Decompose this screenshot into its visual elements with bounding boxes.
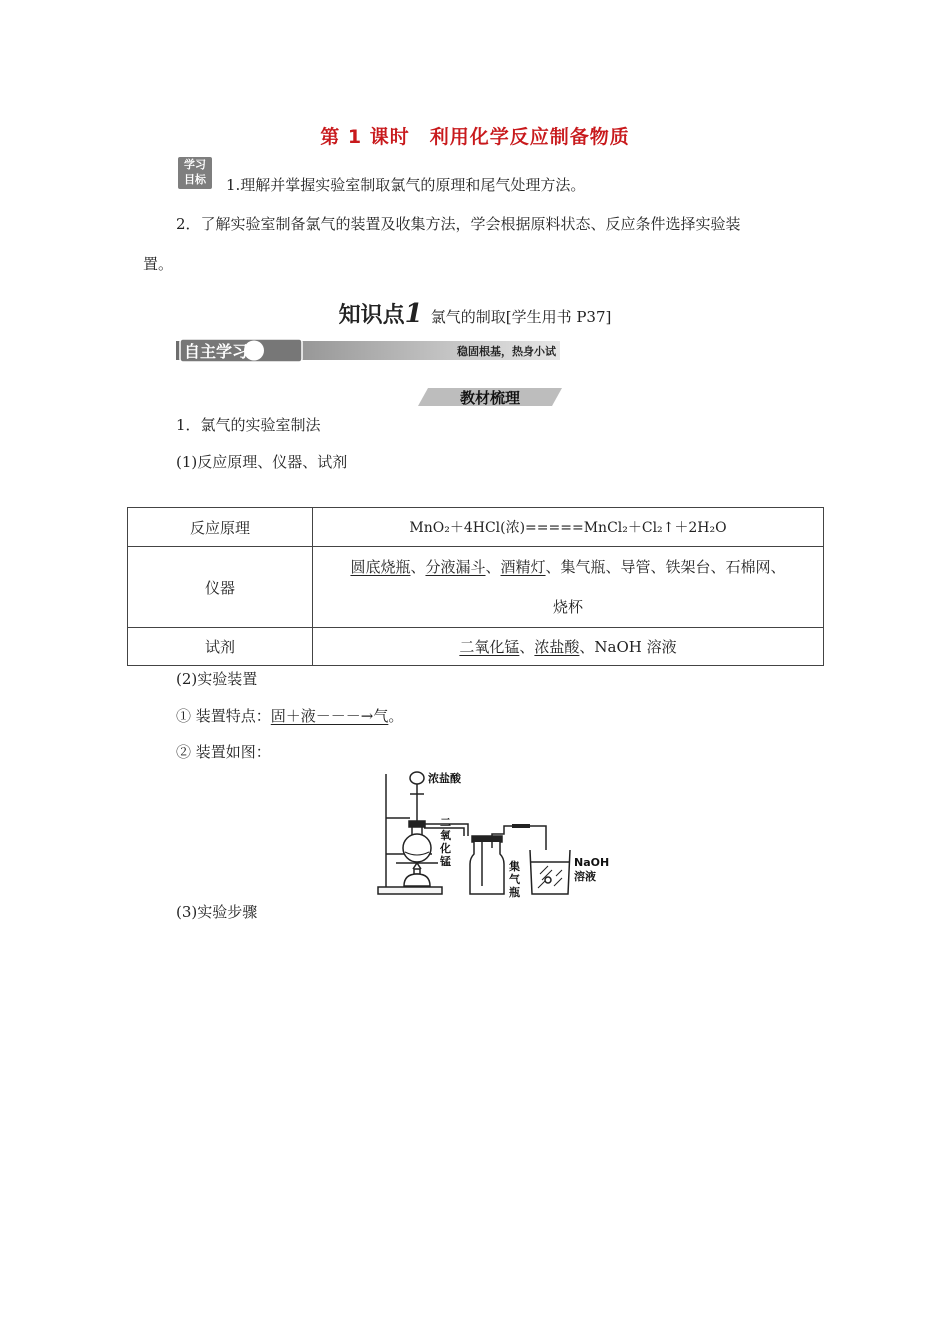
label-mno2-2: 氧	[440, 829, 451, 842]
apparatus-feature	[176, 706, 403, 726]
label-mno2-1: 二	[440, 816, 451, 829]
objective-2-line1: 2．了解实验室制备氯气的装置及收集方法，学会根据原料状态、反应条件选择实验装	[176, 215, 741, 233]
objective-1: 1.理解并掌握实验室制取氯气的原理和尾气处理方法。	[226, 176, 586, 194]
chlorine-table	[127, 507, 824, 666]
apparatus-rest: 、集气瓶、导管、铁架台、石棉网、	[545, 558, 786, 576]
feature-suffix: 。	[388, 707, 404, 725]
page-title: 第 1 课时 利用化学反应制备物质	[320, 126, 630, 148]
label-mno2-3: 化	[440, 842, 451, 855]
knowledge-point-number: 1	[404, 299, 423, 329]
apparatus-flask: 圆底烧瓶	[350, 558, 411, 576]
table-label-apparatus: 仪器	[128, 547, 313, 628]
self-study-banner	[176, 338, 560, 364]
badge-bottom-text: 目标	[184, 173, 206, 186]
apparatus-lamp: 酒精灯	[500, 558, 546, 576]
reagent-hcl: 浓盐酸	[534, 638, 580, 656]
table-row	[128, 508, 824, 547]
label-bottle-3: 瓶	[509, 886, 520, 899]
table-row	[128, 547, 824, 628]
objectives-badge	[178, 157, 212, 189]
banner-right-text: 稳固根基，热身小试	[457, 345, 556, 358]
apparatus-line2: 烧杯	[552, 598, 583, 616]
reagent-rest: 、NaOH 溶液	[579, 638, 677, 656]
heading-steps: (3)实验步骤	[176, 903, 258, 921]
table-value-apparatus	[313, 547, 824, 628]
label-naoh: NaOH	[574, 856, 610, 869]
knowledge-point-label: 知识点	[338, 303, 405, 328]
feature-prefix: ① 装置特点：	[176, 707, 271, 725]
label-conc-hcl: 浓盐酸	[428, 772, 461, 785]
label-mno2-4: 锰	[440, 855, 451, 868]
heading-chlorine-lab-method: 1．氯气的实验室制法	[176, 416, 321, 434]
section-title-text: 教材梳理	[459, 389, 521, 407]
table-value-equation: MnO₂＋4HCl(浓)=====MnCl₂＋Cl₂↑＋2H₂O	[313, 508, 824, 547]
banner-left-text: 自主学习	[184, 342, 249, 361]
section-title-ribbon	[418, 385, 562, 409]
label-solution: 溶液	[574, 870, 596, 883]
figure-caption: ② 装置如图：	[176, 743, 271, 761]
reagent-mno2: 二氧化锰	[459, 638, 520, 656]
heading-principle-apparatus-reagents: (1)反应原理、仪器、试剂	[176, 453, 348, 471]
knowledge-point-subtitle: 氯气的制取[学生用书 P37]	[430, 308, 612, 326]
sep: 、	[410, 558, 426, 576]
apparatus-funnel: 分液漏斗	[425, 558, 486, 576]
sep: 、	[485, 558, 501, 576]
sep: 、	[519, 638, 535, 656]
label-bottle-1: 集	[509, 860, 520, 873]
label-bottle-2: 气	[509, 873, 520, 886]
chlorine-apparatus-diagram	[372, 766, 612, 900]
badge-top-text: 学习	[184, 158, 206, 171]
table-label-principle: 反应原理	[128, 508, 313, 547]
table-value-reagents	[313, 628, 824, 666]
knowledge-point-heading	[0, 298, 950, 329]
table-label-reagents: 试剂	[128, 628, 313, 666]
objective-2-line2: 置。	[143, 255, 174, 273]
table-row	[128, 628, 824, 666]
feature-value: 固＋液－－－→气	[270, 707, 389, 725]
heading-apparatus: (2)实验装置	[176, 670, 258, 688]
